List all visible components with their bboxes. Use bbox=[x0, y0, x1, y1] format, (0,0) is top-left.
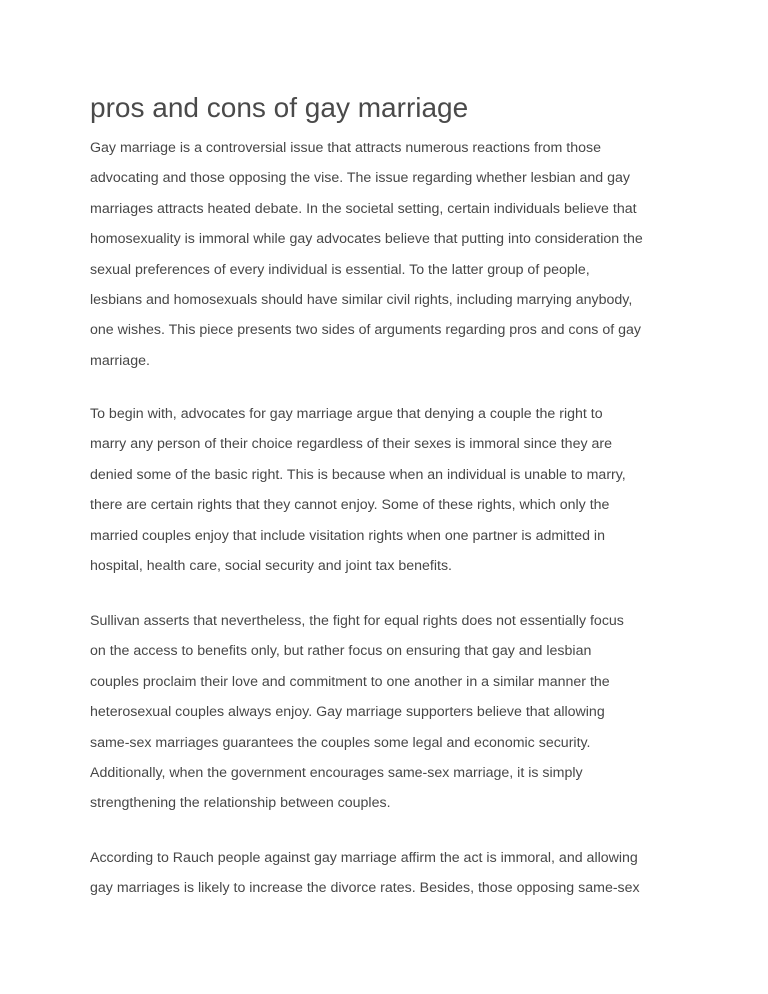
text-line: Gay marriage is a controversial issue that attracts numerous reactions from those bbox=[90, 140, 601, 156]
text-line: one wishes. This piece presents two sides of arguments regarding pros and cons of gay bbox=[90, 322, 641, 339]
text-line: on the access to benefits only, but rather focus on ensuring that gay and lesbian bbox=[90, 643, 592, 660]
paragraph-intro bbox=[90, 133, 643, 376]
text-line: Sullivan asserts that nevertheless, the fight for equal rights does not essentially focus bbox=[90, 613, 624, 629]
text-line: same-sex marriages guarantees the couples some legal and economic security. bbox=[90, 734, 591, 751]
text-line: denied some of the basic right. This is because when an individual is unable to marry, bbox=[90, 466, 626, 483]
text-line: heterosexual couples always enjoy. Gay marriage supporters believe that allowing bbox=[90, 704, 605, 721]
text-line: sexual preferences of every individual is essential. To the latter group of people, bbox=[90, 261, 590, 278]
text-line: advocating and those opposing the vise. The issue regarding whether lesbian and gay bbox=[90, 170, 631, 187]
text-line: To begin with, advocates for gay marriage argue that denying a couple the right to bbox=[90, 406, 603, 422]
text-line: gay marriages is likely to increase the divorce rates. Besides, those opposing same-sex bbox=[90, 880, 640, 897]
text-line: Additionally, when the government encourages same-sex marriage, it is simply bbox=[90, 764, 583, 781]
text-line: married couples enjoy that include visitation rights when one partner is admitted in bbox=[90, 527, 605, 544]
text-line: there are certain rights that they cannot enjoy. Some of these rights, which only the bbox=[90, 497, 610, 514]
paragraph-rauch bbox=[90, 843, 640, 904]
paragraph-sullivan bbox=[90, 606, 624, 819]
text-line: homosexuality is immoral while gay advocates believe that putting into consideration the bbox=[90, 231, 643, 248]
text-line: lesbians and homosexuals should have similar civil rights, including marrying anybody, bbox=[90, 291, 633, 308]
text-line: couples proclaim their love and commitment to one another in a similar manner the bbox=[90, 673, 610, 690]
text-line: strengthening the relationship between couples. bbox=[90, 795, 391, 812]
document-title: pros and cons of gay marriage bbox=[90, 92, 469, 123]
text-line: marriage. bbox=[90, 352, 150, 369]
paragraph-advocates bbox=[90, 399, 626, 581]
text-line: marry any person of their choice regardless of their sexes is immoral since they are bbox=[90, 436, 613, 453]
text-line: According to Rauch people against gay marriage affirm the act is immoral, and allowing bbox=[90, 850, 638, 866]
text-line: marriages attracts heated debate. In the societal setting, certain individuals believe that bbox=[90, 200, 637, 217]
text-line: hospital, health care, social security and joint tax benefits. bbox=[90, 557, 452, 574]
